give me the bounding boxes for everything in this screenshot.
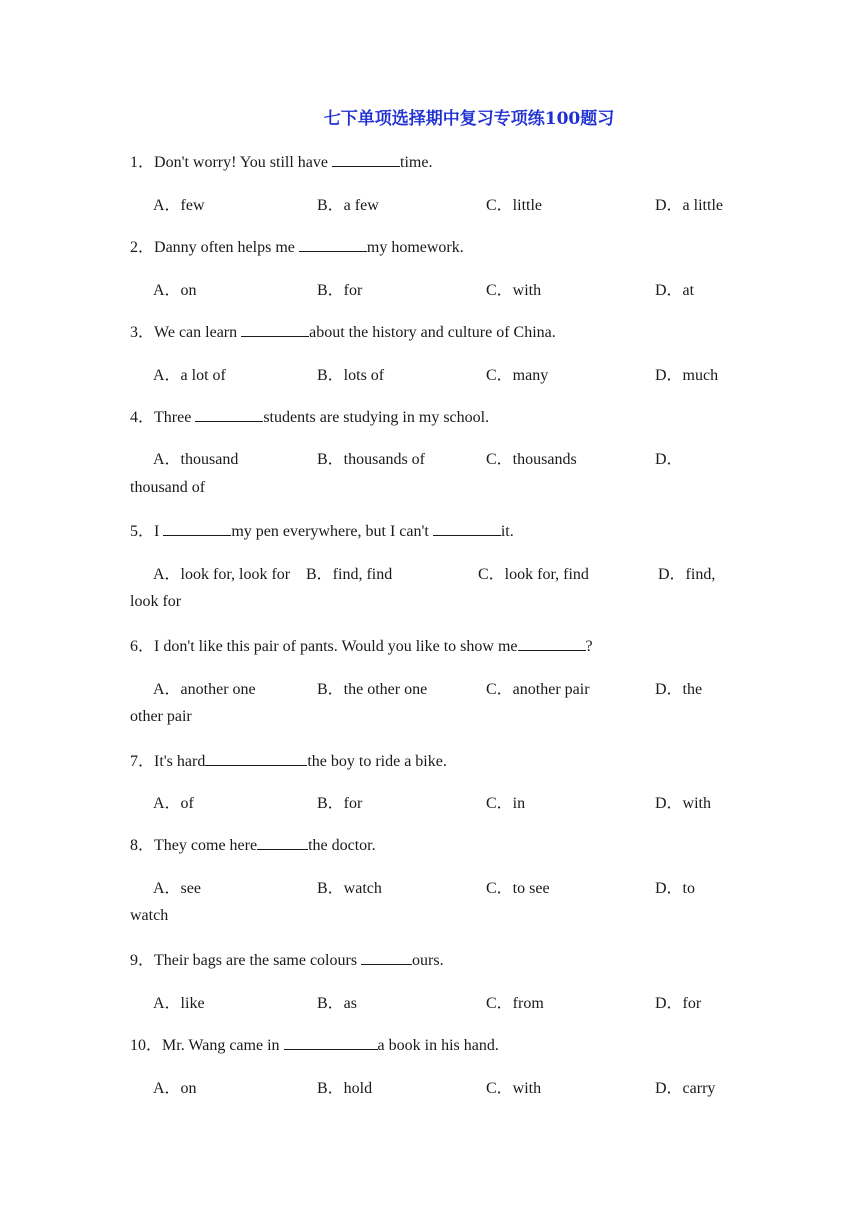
question-5: 5．I my pen everywhere, but I can't it. — [130, 523, 514, 540]
option-d: D．at — [655, 282, 695, 299]
option-b: B．for — [317, 795, 363, 812]
answer-blank — [332, 152, 400, 167]
page-title: 七下单项选择期中复习专项练100题习 — [323, 109, 615, 129]
question-10: 10．Mr. Wang came in a book in his hand. — [130, 1037, 499, 1054]
answer-blank — [284, 1035, 378, 1050]
option-b: B．hold — [317, 1080, 373, 1097]
option-b: B．find, find — [306, 566, 393, 583]
option-c: C．another pair — [486, 681, 590, 698]
question-6: 6．I don't like this pair of pants. Would you like to show me ? — [130, 638, 593, 655]
question-1: 1．Don't worry! You still have time. — [130, 154, 433, 171]
option-b: B．the other one — [317, 681, 428, 698]
option-b: B．as — [317, 995, 358, 1012]
answer-blank — [195, 407, 263, 422]
answer-blank — [257, 835, 308, 850]
question-4: 4．Three students are studying in my school. — [130, 409, 490, 426]
option-c: C．with — [486, 1080, 542, 1097]
option-d: D．find, — [658, 566, 716, 583]
answer-blank — [205, 751, 307, 766]
option-c: C．in — [486, 795, 526, 812]
option-d: D．the — [655, 681, 703, 698]
option-c: C．look for, find — [478, 566, 589, 583]
question-3: 3．We can learn about the history and culture of China. — [130, 324, 556, 341]
option-d: D．to — [655, 880, 696, 897]
option-b: B．for — [317, 282, 363, 299]
option-b: B．lots of — [317, 367, 385, 384]
option-d: D．for — [655, 995, 702, 1012]
question-7: 7．It's hard the boy to ride a bike. — [130, 753, 447, 770]
answer-blank — [299, 237, 367, 252]
answer-blank — [518, 636, 586, 651]
option-c: C．to see — [486, 880, 550, 897]
option-a: A．on — [153, 1080, 197, 1097]
option-c: C．many — [486, 367, 549, 384]
option-a: A．a lot of — [153, 367, 226, 384]
option-d: D．with — [655, 795, 712, 812]
option-d: D．carry — [655, 1080, 716, 1097]
option-continuation: look for — [130, 593, 182, 610]
option-c: C．little — [486, 197, 543, 214]
option-c: C．thousands — [486, 451, 577, 468]
option-a: A．look for, look for — [153, 566, 291, 583]
option-d: D． — [655, 451, 683, 468]
option-continuation: thousand of — [130, 479, 206, 496]
option-a: A．thousand — [153, 451, 239, 468]
option-a: A．of — [153, 795, 194, 812]
option-continuation: other pair — [130, 708, 192, 725]
option-b: B．thousands of — [317, 451, 426, 468]
option-a: A．another one — [153, 681, 256, 698]
option-b: B．watch — [317, 880, 382, 897]
option-d: D．a little — [655, 197, 723, 214]
option-a: A．on — [153, 282, 197, 299]
answer-blank — [361, 950, 412, 965]
option-a: A．see — [153, 880, 201, 897]
answer-blank — [163, 521, 231, 536]
option-b: B．a few — [317, 197, 379, 214]
question-8: 8．They come here the doctor. — [130, 837, 376, 854]
answer-blank — [433, 521, 501, 536]
option-c: C．with — [486, 282, 542, 299]
question-2: 2．Danny often helps me my homework. — [130, 239, 464, 256]
option-a: A．like — [153, 995, 205, 1012]
option-a: A．few — [153, 197, 205, 214]
option-d: D．much — [655, 367, 719, 384]
question-9: 9．Their bags are the same colours ours. — [130, 952, 444, 969]
answer-blank — [241, 322, 309, 337]
option-c: C．from — [486, 995, 544, 1012]
option-continuation: watch — [130, 907, 169, 924]
